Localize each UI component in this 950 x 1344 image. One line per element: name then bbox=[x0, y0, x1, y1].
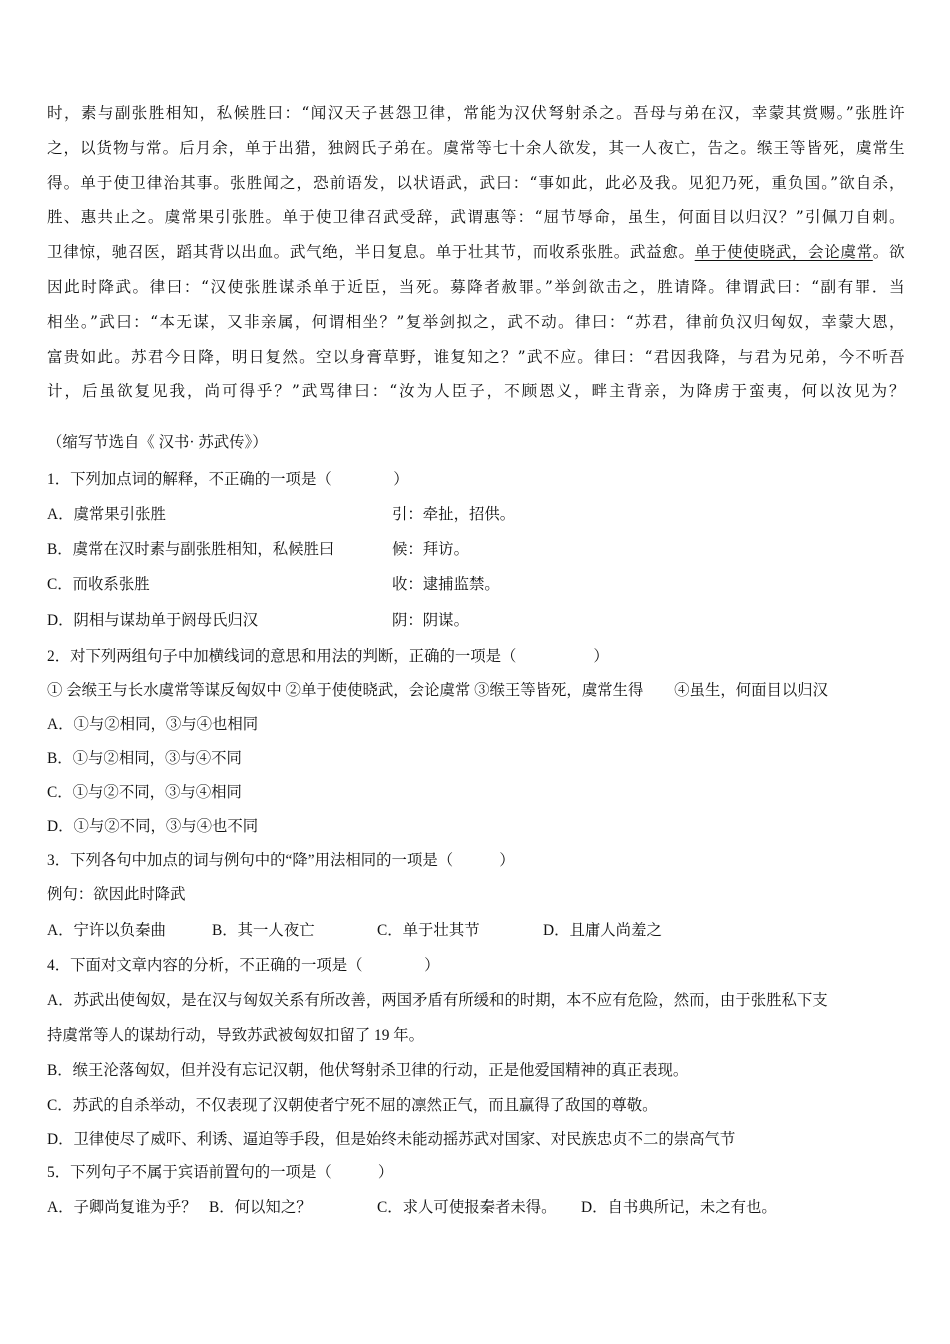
passage-line: 时，素与副张胜相知，私候胜曰：“闻汉天子甚怨卫律，常能为汉伏弩射杀之。吾母与弟在汉，幸蒙其赏赐。”张胜许 bbox=[47, 104, 905, 122]
passage-line: 之，以货物与常。后月余，单于出猎，独阏氏子弟在。虞常等七十余人欲发，其一人夜亡，告之。缑王等皆死，虞常生 bbox=[47, 138, 905, 157]
passage bbox=[47, 96, 905, 409]
q3-option-b: B．其一人夜亡 bbox=[212, 922, 315, 939]
question-1-stem: 1．下列加点词的解释，不正确的一项是（ ） bbox=[47, 471, 409, 488]
passage-line: 计，后虽欲复见我，尚可得乎？”武骂律曰：“汝为人臣子，不顾恩义，畔主背亲，为降虏于蛮夷，何以汝见为？ bbox=[47, 382, 905, 401]
q4-option-a: A．苏武出使匈奴，是在汉与匈奴关系有所改善，两国矛盾有所缓和的时期，本不应有危险，然而，由于张胜私下支 bbox=[47, 992, 828, 1009]
q1-option-c-gloss: 收：逮捕监禁。 bbox=[392, 576, 500, 593]
q4-option-b: B．缑王沦落匈奴，但并没有忘记汉朝，他伏弩射杀卫律的行动，正是他爱国精神的真正表现。 bbox=[47, 1062, 689, 1079]
passage-line-part: 卫律惊，驰召医，蹈其背以出血。武气绝，半日复息。单于壮其节，而收系张胜。武益愈。 bbox=[47, 243, 695, 262]
q1-option-b-gloss: 候：拜访。 bbox=[392, 541, 469, 558]
q2-option-d: D．①与②不同，③与④也不同 bbox=[47, 818, 259, 835]
passage-line: 因此时降武。律曰：“汉使张胜谋杀单于近臣，当死。募降者赦罪。”举剑欲击之，胜请降。律谓武曰：“副有罪．当 bbox=[47, 277, 905, 296]
passage-source: （缩写节选自《 汉书· 苏武传》） bbox=[47, 434, 268, 451]
q5-option-a: A．子卿尚复谁为乎？ bbox=[47, 1199, 197, 1216]
q1-option-b: B．虞常在汉时素与副张胜相知，私候胜曰 bbox=[47, 541, 335, 558]
passage-line bbox=[47, 235, 905, 270]
question-3-stem: 3．下列各句中加点的词与例句中的“降”用法相同的一项是（ ） bbox=[47, 852, 515, 869]
underlined-phrase: 单于使使晓武，会论虞常 bbox=[694, 243, 873, 262]
passage-line: 胜、惠共止之。虞常果引张胜。单于使卫律召武受辞，武谓惠等：“屈节辱命，虽生，何面目以归汉？”引佩刀自刺。 bbox=[47, 208, 905, 227]
q2-option-a: A．①与②相同，③与④也相同 bbox=[47, 716, 259, 733]
question-4-stem: 4．下面对文章内容的分析，不正确的一项是（ ） bbox=[47, 957, 440, 974]
q3-option-d: D．且庸人尚羞之 bbox=[543, 922, 662, 939]
q3-example: 例句：欲因此时降武 bbox=[47, 886, 186, 903]
q5-option-b: B．何以知之？ bbox=[209, 1199, 312, 1216]
passage-line-part: 。欲 bbox=[872, 243, 905, 262]
q4-option-d: D．卫律使尽了威吓、利诱、逼迫等手段，但是始终未能动摇苏武对国家、对民族忠贞不二的崇高气节 bbox=[47, 1131, 736, 1148]
q1-option-d-gloss: 阴：阴谋。 bbox=[392, 612, 469, 629]
q2-option-b: B．①与②相同，③与④不同 bbox=[47, 750, 242, 767]
q4-option-c: C．苏武的自杀举动，不仅表现了汉朝使者宁死不屈的凛然正气，而且赢得了敌国的尊敬。 bbox=[47, 1097, 658, 1114]
q1-option-c: C．而收系张胜 bbox=[47, 576, 150, 593]
question-5-stem: 5．下列句子不属于宾语前置句的一项是（ ） bbox=[47, 1164, 394, 1181]
question-2-stem: 2．对下列两组句子中加横线词的意思和用法的判断，正确的一项是（ ） bbox=[47, 648, 609, 665]
q5-option-d: D．自书典所记，未之有也。 bbox=[581, 1199, 777, 1216]
q5-option-c: C．求人可使报秦者未得。 bbox=[377, 1199, 557, 1216]
q1-option-d: D．阴相与谋劫单于阏母氏归汉 bbox=[47, 612, 259, 629]
q3-option-c: C．单于壮其节 bbox=[377, 922, 480, 939]
passage-line: 得。单于使卫律治其事。张胜闻之，恐前语发，以状语武，武曰：“事如此，此必及我。见犯乃死，重负国。”欲自杀， bbox=[47, 173, 905, 192]
q2-sentences: ① 会缑王与长水虞常等谋反匈奴中 ②单于使使晓武，会论虞常 ③缑王等皆死，虞常生得 ④虽生，何面目以归汉 bbox=[47, 682, 829, 699]
passage-line: 富贵如此。苏君今日降，明日复然。空以身膏草野，谁复知之？”武不应。律曰：“君因我降，与君为兄弟，今不听吾 bbox=[47, 347, 905, 366]
passage-line: 相坐。”武曰：“本无谋，又非亲属，何谓相坐？”复举剑拟之，武不动。律曰：“苏君，律前负汉归匈奴，幸蒙大恩， bbox=[47, 312, 905, 331]
q1-option-a: A．虞常果引张胜 bbox=[47, 506, 166, 523]
q3-option-a: A．宁许以负秦曲 bbox=[47, 922, 166, 939]
q1-option-a-gloss: 引：牵扯，招供。 bbox=[392, 506, 516, 523]
q4-option-a-cont: 持虞常等人的谋劫行动，导致苏武被匈奴扣留了 19 年。 bbox=[47, 1027, 425, 1044]
q2-option-c: C．①与②不同，③与④相同 bbox=[47, 784, 242, 801]
